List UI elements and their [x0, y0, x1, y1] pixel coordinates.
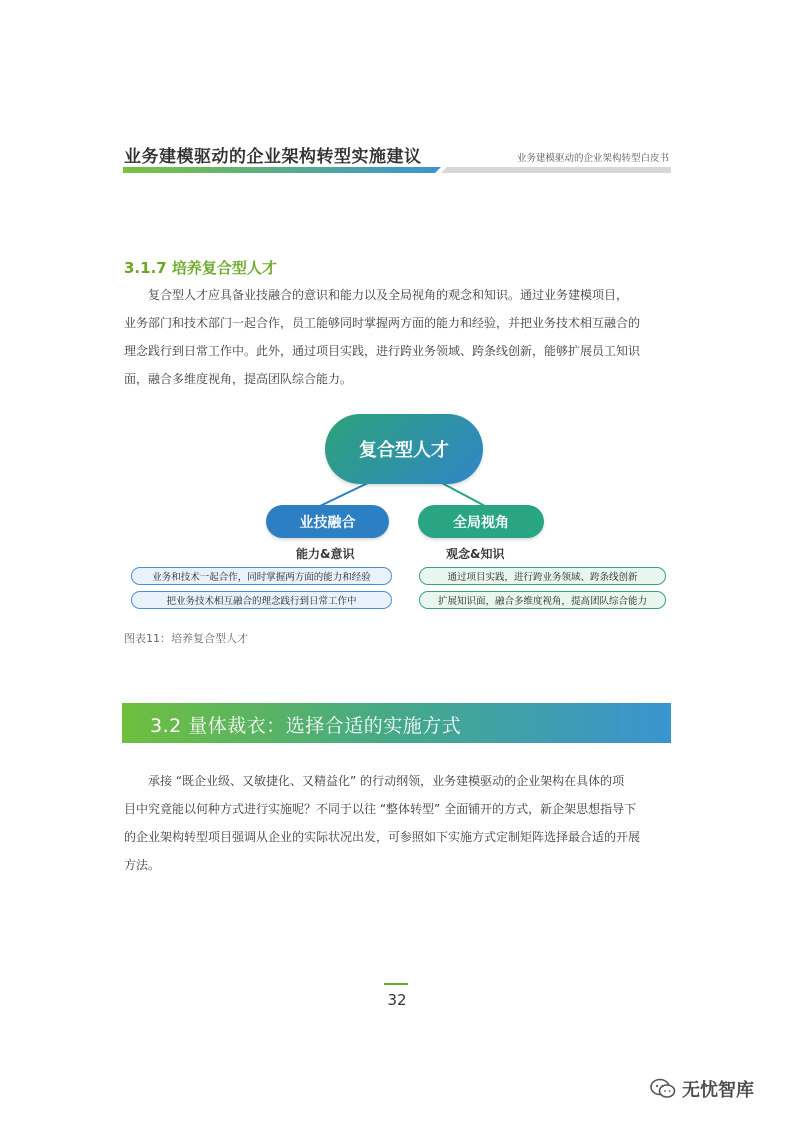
- paragraph-line: 目中究竟能以何种方式进行实施呢？不同于以往 “整体转型” 全面铺开的方式，新企架思想指导下: [124, 802, 637, 816]
- watermark-text: 无忧智库: [682, 1080, 754, 1101]
- connector-left: [320, 482, 370, 506]
- diagram-left-node: 业技融合: [266, 505, 389, 538]
- diagram-left-item: 把业务技术相互融合的理念践行到日常工作中: [131, 591, 392, 609]
- paragraph-line: 理念践行到日常工作中。此外，通过项目实践，进行跨业务领域、跨条线创新，能够扩展员工知识: [124, 344, 641, 358]
- paragraph-line: 业务部门和技术部门一起合作，员工能够同时掌握两方面的能力和经验，并把业务技术相互融合的: [124, 316, 641, 330]
- diagram-right-node: 全局视角: [418, 505, 544, 538]
- section-heading-3-2: 3.2 量体裁衣：选择合适的实施方式: [150, 715, 462, 737]
- paragraph-line: 面，融合多维度视角，提高团队综合能力。: [124, 372, 353, 386]
- page-number: 32: [387, 991, 407, 1009]
- page-number-rule: [384, 983, 408, 985]
- diagram-main-node: 复合型人才: [325, 414, 483, 484]
- section-banner-3-2: [122, 703, 671, 743]
- connector-right: [440, 482, 485, 506]
- section-heading-3-1-7: 3.1.7 培养复合型人才: [124, 259, 277, 277]
- paragraph-line: 承接 “既企业级、又敏捷化、又精益化” 的行动纲领，业务建模驱动的企业架构在具体的项: [148, 774, 625, 788]
- paragraph-line: 复合型人才应具备业技融合的意识和能力以及全局视角的观念和知识。通过业务建模项目，: [148, 288, 629, 302]
- figure-caption: 图表11：培养复合型人才: [124, 632, 248, 645]
- wechat-icon: [650, 1078, 676, 1100]
- header-subtitle: 业务建模驱动的企业架构转型白皮书: [516, 153, 669, 164]
- diagram-right-item: 通过项目实践，进行跨业务领域、跨条线创新: [419, 567, 666, 585]
- watermark: [650, 1076, 754, 1102]
- diagram-right-label: 观念&知识: [446, 547, 505, 561]
- diagram-left-item: 业务和技术一起合作，同时掌握两方面的能力和经验: [131, 567, 392, 585]
- diagram-right-item: 扩展知识面，融合多维度视角，提高团队综合能力: [419, 591, 666, 609]
- diagram-left-label: 能力&意识: [296, 547, 355, 561]
- header-title: 业务建模驱动的企业架构转型实施建议: [124, 147, 422, 167]
- paragraph-line: 的企业架构转型项目强调从企业的实际状况出发，可参照如下实施方式定制矩阵选择最合适的开展: [124, 830, 641, 844]
- paragraph-line: 方法。: [124, 858, 161, 872]
- section-3-2-paragraph: [124, 767, 672, 879]
